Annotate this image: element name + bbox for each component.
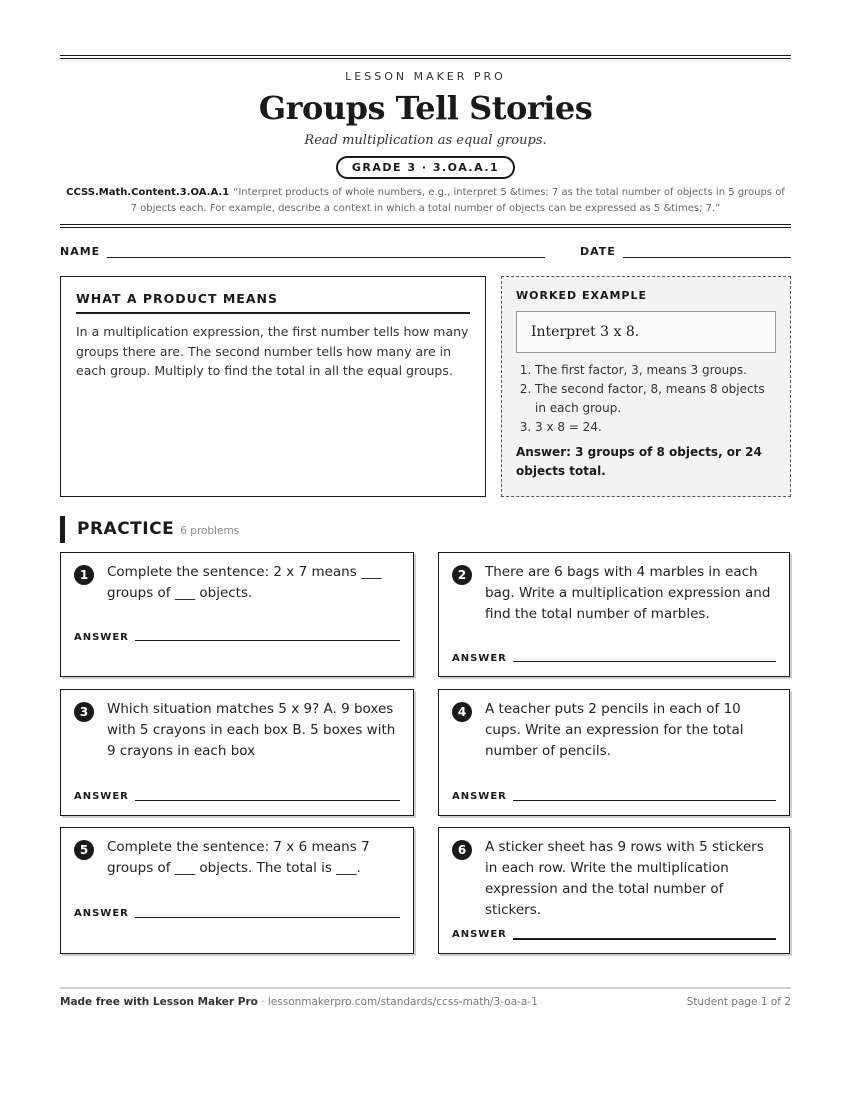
concept-box <box>60 276 486 497</box>
problem-number-badge: 2 <box>452 565 472 585</box>
problem-text: A teacher puts 2 pencils in each of 10 cups. Write an expression for the total number of pencils. <box>485 701 744 759</box>
answer-label: ANSWER <box>452 791 507 802</box>
grade-badge: GRADE 3 · 3.OA.A.1 <box>336 156 515 179</box>
worked-example-heading: WORKED EXAMPLE <box>516 289 647 302</box>
problem-card-6 <box>438 827 790 954</box>
footer-url[interactable]: · lessonmakerpro.com/standards/ccss-math/3-oa-a-1 <box>257 996 538 1008</box>
date-label: DATE <box>580 245 616 258</box>
standard-code: CCSS.Math.Content.3.OA.A.1 <box>66 187 230 198</box>
worked-example-answer: Answer: 3 groups of 8 objects, or 24 objects total. <box>516 445 762 478</box>
worked-example-box <box>501 276 791 497</box>
problem-text: Complete the sentence: 7 x 6 means 7 groups of ___ objects. The total is ___. <box>107 839 370 876</box>
brand-label: LESSON MAKER PRO <box>345 70 506 83</box>
worksheet-page <box>60 0 791 1100</box>
problem-number-badge: 4 <box>452 702 472 722</box>
answer-label: ANSWER <box>74 791 129 802</box>
top-double-rule <box>60 55 791 59</box>
header-block <box>60 55 791 217</box>
footer-page-label: Student page 1 of 2 <box>686 996 791 1008</box>
practice-header <box>60 516 239 543</box>
name-label: NAME <box>60 245 101 258</box>
problem-text: Complete the sentence: 2 x 7 means ___ groups of ___ objects. <box>107 564 382 601</box>
header-bottom-rule <box>60 224 791 228</box>
answer-line[interactable] <box>135 800 400 801</box>
worked-example-steps <box>516 361 776 437</box>
name-date-row <box>60 245 791 265</box>
worksheet-title: Groups Tell Stories <box>258 89 593 127</box>
practice-count: 6 problems <box>180 525 240 537</box>
worked-step: 1. The first factor, 3, means 3 groups. <box>535 361 776 380</box>
practice-heading: PRACTICE <box>77 519 175 539</box>
problem-card-2 <box>438 552 790 677</box>
answer-line[interactable] <box>513 800 776 801</box>
page-footer <box>60 987 791 1008</box>
answer-line[interactable] <box>135 640 400 641</box>
concept-heading: WHAT A PRODUCT MEANS <box>76 291 470 314</box>
answer-label: ANSWER <box>452 929 507 940</box>
problem-number-badge: 6 <box>452 840 472 860</box>
worked-step: 2. The second factor, 8, means 8 objects in each group. <box>535 380 776 418</box>
answer-line[interactable] <box>513 938 776 940</box>
problem-card-5 <box>60 827 414 954</box>
problem-text: There are 6 bags with 4 marbles in each bag. Write a multiplication expression and find the total number of marbles. <box>485 564 771 622</box>
answer-label: ANSWER <box>74 908 129 919</box>
answer-line[interactable] <box>135 917 400 918</box>
standard-text: “Interpret products of whole numbers, e.g., interpret 5 &times; 7 as the total number of objects in 5 groups of 7 objects each. For example, describe a context in which a total number of objects can be expressed as 5 &times; 7.” <box>130 187 785 214</box>
answer-label: ANSWER <box>452 653 507 664</box>
name-line[interactable] <box>107 257 545 258</box>
problem-number-badge: 3 <box>74 702 94 722</box>
answer-line[interactable] <box>513 661 776 662</box>
problem-number-badge: 5 <box>74 840 94 860</box>
footer-made-with: Made free with Lesson Maker Pro <box>60 996 258 1008</box>
worked-step: 3. 3 x 8 = 24. <box>535 418 776 437</box>
problem-text: Which situation matches 5 x 9? A. 9 boxes with 5 crayons in each box B. 5 boxes with 9 crayons in each box <box>107 701 396 759</box>
date-line[interactable] <box>623 257 791 258</box>
worksheet-subtitle: Read multiplication as equal groups. <box>304 133 547 148</box>
problem-text: A sticker sheet has 9 rows with 5 stickers in each row. Write the multiplication expression and the total number of stickers. <box>485 839 764 918</box>
problem-card-3 <box>60 689 414 816</box>
answer-label: ANSWER <box>74 632 129 643</box>
problem-number-badge: 1 <box>74 565 94 585</box>
worked-example-problem: Interpret 3 x 8. <box>516 311 776 353</box>
problem-card-4 <box>438 689 790 816</box>
concept-body: In a multiplication expression, the first number tells how many groups there are. The second number tells how many are in each group. Multiply to find the total in all the equal groups. <box>76 324 469 378</box>
problem-card-1 <box>60 552 414 677</box>
standard-description <box>60 185 791 217</box>
grade-badge-wrap <box>60 156 791 179</box>
